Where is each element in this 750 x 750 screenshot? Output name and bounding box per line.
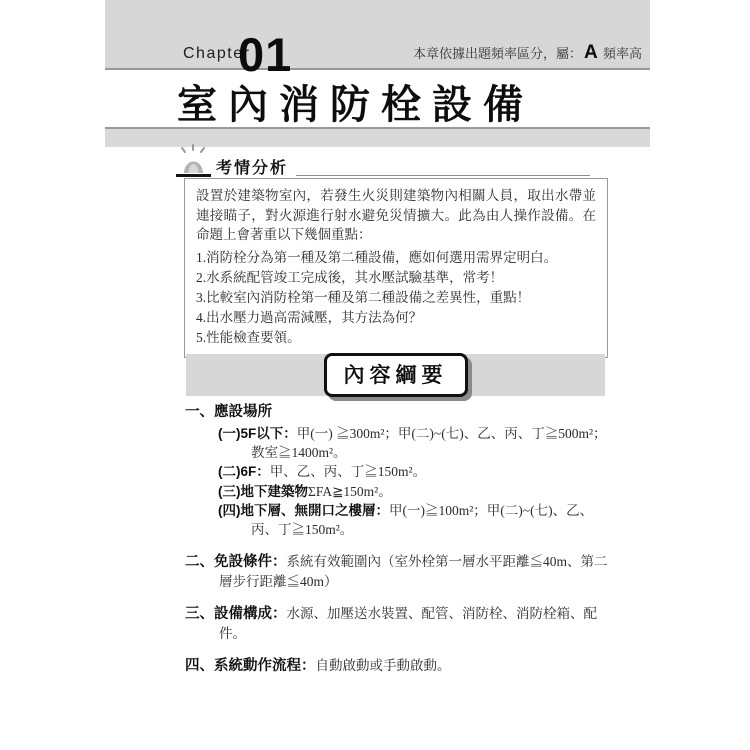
section-title: 免設條件：: [214, 554, 287, 570]
outline-section: [185, 402, 609, 539]
exam-analysis-heading: 考情分析: [216, 160, 289, 177]
section-marker: 三、: [185, 606, 214, 622]
subitem-text: 甲(一)≧100m²；甲(二)~(七)、乙、丙、丁≧150m²。: [251, 503, 594, 537]
section-subitems: [185, 425, 609, 539]
section-content: 系統有效範圍內（室外栓第一層水平距離≦40m、第二層步行距離≦40m）: [219, 554, 608, 589]
subitem-marker: (二): [218, 464, 241, 479]
subitem-marker: (一): [218, 426, 241, 441]
outline-heading-band: [186, 354, 605, 396]
analysis-point: 2.水系統配管竣工完成後，其水壓試驗基準，常考！: [196, 269, 504, 285]
subitem-label: 5F以下：: [240, 426, 297, 441]
outline-subitem: [218, 463, 609, 482]
analysis-intro: 設置於建築物室內，若發生火災則建築物內相關人員，取出水帶並連接瞄子，對火源進行射水避免災情擴大。此為由人操作設備。在命題上會著重以下幾個重點：: [196, 188, 596, 242]
outline-section: [185, 604, 609, 643]
section-content: 自動啟動或手動啟動。: [315, 658, 451, 673]
outline-section: [185, 552, 609, 591]
section-title: 設備構成：: [214, 606, 287, 622]
heading-rule: [296, 175, 590, 176]
chapter-number: 01: [238, 28, 293, 81]
section-title: 系統動作流程：: [214, 658, 316, 674]
analysis-point: 1.消防栓分為第一種及第二種設備，應如何選用需界定明白。: [196, 249, 558, 265]
outline-section: [185, 656, 609, 676]
subitem-label: 地下層、無開口之樓層：: [240, 503, 389, 518]
frequency-grade: A: [584, 42, 598, 63]
outline-subitem: [218, 483, 609, 502]
subitem-label: 地下建築物: [240, 483, 308, 499]
frequency-note: [413, 42, 642, 64]
section-title: 應設場所: [214, 404, 272, 420]
content-outline: [185, 402, 609, 689]
exam-analysis-box: [184, 178, 608, 358]
analysis-point: 4.出水壓力過高需減壓，其方法為何？: [196, 309, 423, 325]
analysis-points: [196, 248, 596, 348]
chapter-label: Chapter: [183, 45, 251, 62]
frequency-note-prefix: 本章依據出題頻率區分，屬：: [412, 46, 582, 61]
section-marker: 四、: [185, 658, 214, 674]
subitem-label: 6F：: [240, 464, 270, 479]
subitem-text: ΣFA≧150m²。: [308, 483, 392, 499]
page-title: 室內消防栓設備: [177, 83, 534, 127]
siren-icon: [176, 144, 211, 177]
section-heading: [185, 402, 609, 422]
outline-heading-badge: 內容綱要: [324, 353, 468, 397]
section-marker: 二、: [185, 554, 214, 570]
analysis-point: 5.性能檢查要領。: [196, 329, 301, 345]
outline-subitem: [218, 425, 609, 462]
subitem-marker: (三): [218, 483, 241, 499]
outline-subitem: [218, 502, 609, 539]
subitem-text: 甲、乙、丙、丁≧150m²。: [269, 464, 427, 479]
analysis-point: 3.比較室內消防栓第一種及第二種設備之差異性，重點！: [196, 289, 531, 305]
subitem-text: 甲(一) ≧300m²；甲(二)~(七)、乙、丙、丁≧500m²；教室≧1400m²。: [251, 426, 607, 460]
chapter-header-band: [105, 0, 650, 81]
exam-analysis-heading-row: [176, 144, 590, 177]
section-marker: 一、: [185, 404, 214, 420]
section-content: 水源、加壓送水裝置、配管、消防栓、消防栓箱、配件。: [219, 606, 597, 641]
frequency-note-suffix: 頻率高: [602, 46, 642, 61]
subitem-marker: (四): [218, 503, 241, 518]
